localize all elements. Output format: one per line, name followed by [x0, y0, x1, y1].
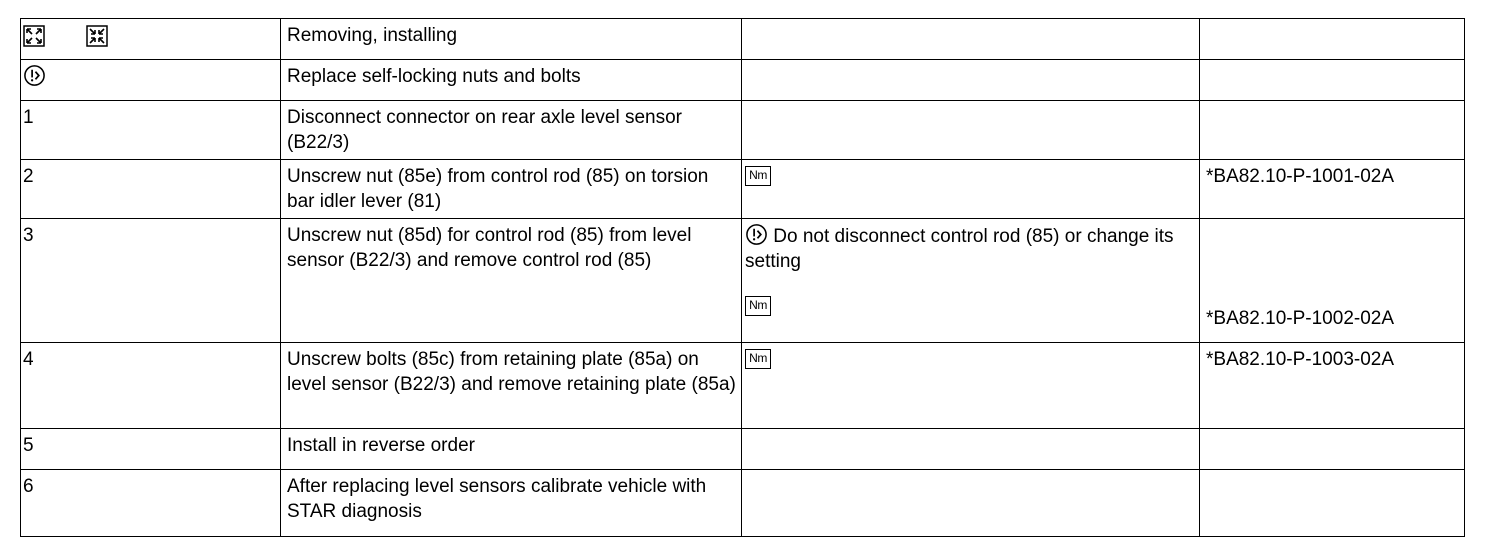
table-row-header: [21, 19, 1465, 60]
step-number: 5: [21, 429, 281, 470]
step-text: Unscrew nut (85e) from control rod (85) on torsion bar idler lever (81): [281, 160, 742, 219]
step-text: After replacing level sensors calibrate vehicle with STAR diagnosis: [281, 470, 742, 537]
step-note: [745, 223, 1195, 274]
table-row: [21, 470, 1465, 537]
table-row: [21, 343, 1465, 429]
procedure-table: [20, 18, 1465, 537]
warning-icon-cell: [21, 60, 281, 101]
step-text: Disconnect connector on rear axle level sensor (B22/3): [281, 101, 742, 160]
header-icons-cell: [21, 19, 281, 60]
step-note-cell: [742, 429, 1200, 470]
table-row: [21, 219, 1465, 343]
warning-text: Replace self-locking nuts and bolts: [281, 60, 742, 101]
header-ref-cell: [1200, 19, 1465, 60]
step-ref-cell: [1200, 470, 1465, 537]
step-text: Install in reverse order: [281, 429, 742, 470]
step-ref-cell: [1200, 429, 1465, 470]
step-note-text: Do not disconnect control rod (85) or change its setting: [745, 226, 1174, 272]
step-note-cell: [742, 101, 1200, 160]
expand-arrows-icon: [23, 25, 45, 47]
step-note-cell: [742, 343, 1200, 429]
step-ref-cell: [1200, 101, 1465, 160]
step-text: Unscrew nut (85d) for control rod (85) from level sensor (B22/3) and remove control rod (85): [281, 219, 742, 343]
step-text: Unscrew bolts (85c) from retaining plate (85a) on level sensor (B22/3) and remove retaining plate (85a): [281, 343, 742, 429]
step-note-cell: [742, 160, 1200, 219]
step-number: 4: [21, 343, 281, 429]
step-number: 6: [21, 470, 281, 537]
step-number: 3: [21, 219, 281, 343]
table-row: [21, 160, 1465, 219]
warning-icon: [745, 223, 768, 246]
header-note-cell: [742, 19, 1200, 60]
step-note-cell: [742, 219, 1200, 343]
step-note-cell: [742, 470, 1200, 537]
collapse-arrows-icon: [86, 25, 108, 47]
step-reference[interactable]: *BA82.10-P-1003-02A: [1200, 343, 1465, 429]
header-title: Removing, installing: [281, 19, 742, 60]
step-reference[interactable]: *BA82.10-P-1001-02A: [1200, 160, 1465, 219]
step-reference[interactable]: *BA82.10-P-1002-02A: [1206, 308, 1395, 329]
warning-note-cell: [742, 60, 1200, 101]
table-row: [21, 429, 1465, 470]
table-row: [21, 101, 1465, 160]
torque-icon[interactable]: Nm: [745, 296, 771, 316]
step-number: 2: [21, 160, 281, 219]
table-row-warning: [21, 60, 1465, 101]
torque-icon[interactable]: Nm: [745, 349, 771, 369]
step-number: 1: [21, 101, 281, 160]
step-ref-cell: [1200, 219, 1465, 343]
warning-ref-cell: [1200, 60, 1465, 101]
torque-icon[interactable]: Nm: [745, 166, 771, 186]
warning-icon: [23, 64, 46, 87]
